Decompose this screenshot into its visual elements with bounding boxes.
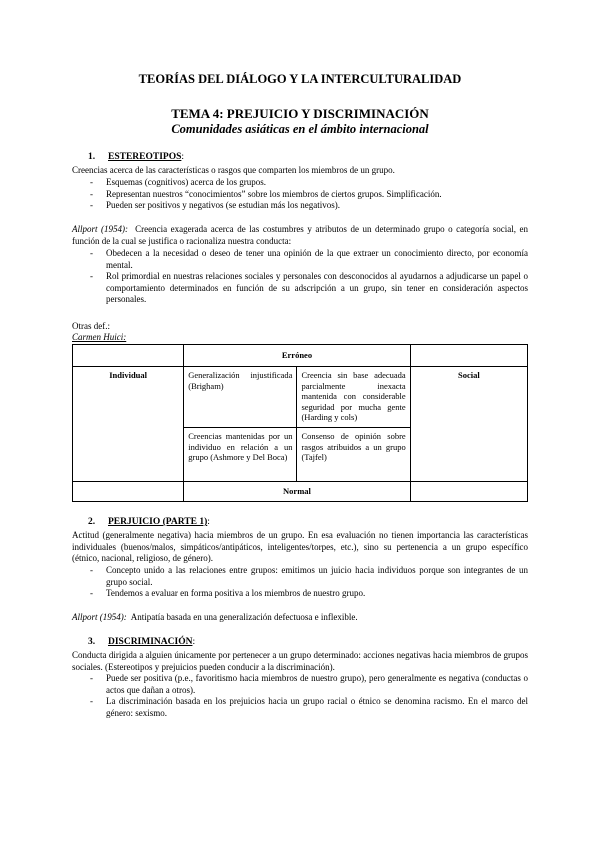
table-cell-consenso: Consenso de opinión sobre rasgos atribuidos a un grupo (Tajfel) [297,428,410,482]
tema-title: TEMA 4: PREJUICIO Y DISCRIMINACIÓN [171,106,429,121]
prejuicio-bullet-list [72,565,528,600]
tema-subtitle: Comunidades asiáticas en el ámbito internacional [171,122,429,136]
list-item: - Obedecen a la necesidad o deseo de tener una opinión de la que extraer un conocimiento directo, por economía mental. [72,248,528,271]
section-heading-prejuicio: 2. PERJUICIO (PARTE 1): [88,517,210,527]
table-cell-generalizacion: Generalización injustificada (Brigham) [184,367,297,428]
table-header-social: Social [410,367,527,482]
allport-definition: Antipatía basada en una generalización defectuosa e inflexible. [130,612,358,622]
section-label: ESTEREOTIPOS [108,152,182,162]
list-item: - Representan nuestros “conocimientos” sobre los miembros de ciertos grupos. Simplificación. [72,189,528,201]
allport-estereotipo-paragraph [72,224,528,247]
allport-bullet-list [72,248,528,306]
table-cell-creencias-mantenidas: Creencias mantenidas por un individuo en relación a un grupo (Ashmore y Del Boca) [184,428,297,482]
list-item: - Pueden ser positivos y negativos (se estudian más los negativos). [72,200,528,212]
course-title: TEORÍAS DEL DIÁLOGO Y LA INTERCULTURALIDAD [138,72,462,86]
table-cell-empty [73,482,184,502]
table-header-individual: Individual [73,367,184,482]
section-heading-estereotipos: 1. ESTEREOTIPOS: [88,152,185,162]
section-number: 1. [88,152,96,162]
section-label: DISCRIMINACIÓN [108,637,193,647]
estereotipos-definition: Creencias acerca de las características o rasgos que comparten los miembros de un grupo. [72,165,395,175]
table-cell-empty [410,482,527,502]
list-item: - Rol primordial en nuestras relaciones sociales y personales con desconocidos al ayudarnos a adjudicarse un papel o comportamiento determinados en función de su adscripción a un grupo, sin tener en consideración aspectos personales. [72,271,528,306]
allport-prejuicio-paragraph [72,612,528,624]
table-cell-empty [73,345,184,367]
table-footer-normal: Normal [184,482,410,502]
section-number: 3. [88,637,96,647]
section-label: PERJUICIO (PARTE 1) [108,517,208,527]
section-number: 2. [88,517,96,527]
table-cell-creencia-sin-base: Creencia sin base adecuada parcialmente inexacta mantenida con considerable seguridad por mucha gente (Harding y cols) [297,367,410,428]
list-item: - Esquemas (cognitivos) acerca de los grupos. [72,177,528,189]
allport-definition: Creencia exagerada acerca de las costumbres y atributos de un determinado grupo o categoría social, en función de la cual se justifica o racionaliza nuestra conducta: [72,224,528,246]
discriminacion-bullet-list [72,673,528,719]
discriminacion-definition: Conducta dirigida a alguien únicamente por pertenecer a un grupo determinado: acciones negativas hacia miembros de grupos sociales. (Estereotipos y prejuicios pueden conducir a la discriminación). [72,650,528,672]
list-item: - Concepto unido a las relaciones entre grupos: emitimos un juicio hacia individuos porque son integrantes de un grupo social. [72,565,528,588]
otras-definiciones-label: Otras def.: [72,321,110,331]
estereotipos-bullet-list [72,177,528,212]
list-item: - La discriminación basada en los prejuicios hacia un grupo racial o étnico se denomina racismo. En el marco del género: sexismo. [72,696,528,719]
allport-citation: Allport (1954): [72,224,129,234]
list-item: - Puede ser positiva (p.e., favoritismo hacia miembros de nuestro grupo), pero generalmente es negativa (conductas o actos que dañan a otros). [72,673,528,696]
table-header-erroneo: Erróneo [184,345,410,367]
stereotype-definition-table [72,344,528,502]
allport-citation: Allport (1954): [72,612,127,622]
carmen-huici-label: Carmen Huici: [72,332,127,342]
prejuicio-definition: Actitud (generalmente negativa) hacia miembros de un grupo. En esa evaluación no tienen importancia las características individuales (buenos/malos, simpáticos/antipáticos, inteligentes/torpes, etc.), sino su pertenencia a un grupo específico (étnico, nacional, religioso, de género). [72,530,528,563]
table-cell-empty [410,345,527,367]
list-item: - Tendemos a evaluar en forma positiva a los miembros de nuestro grupo. [72,588,528,600]
section-heading-discriminacion: 3. DISCRIMINACIÓN: [88,637,196,647]
